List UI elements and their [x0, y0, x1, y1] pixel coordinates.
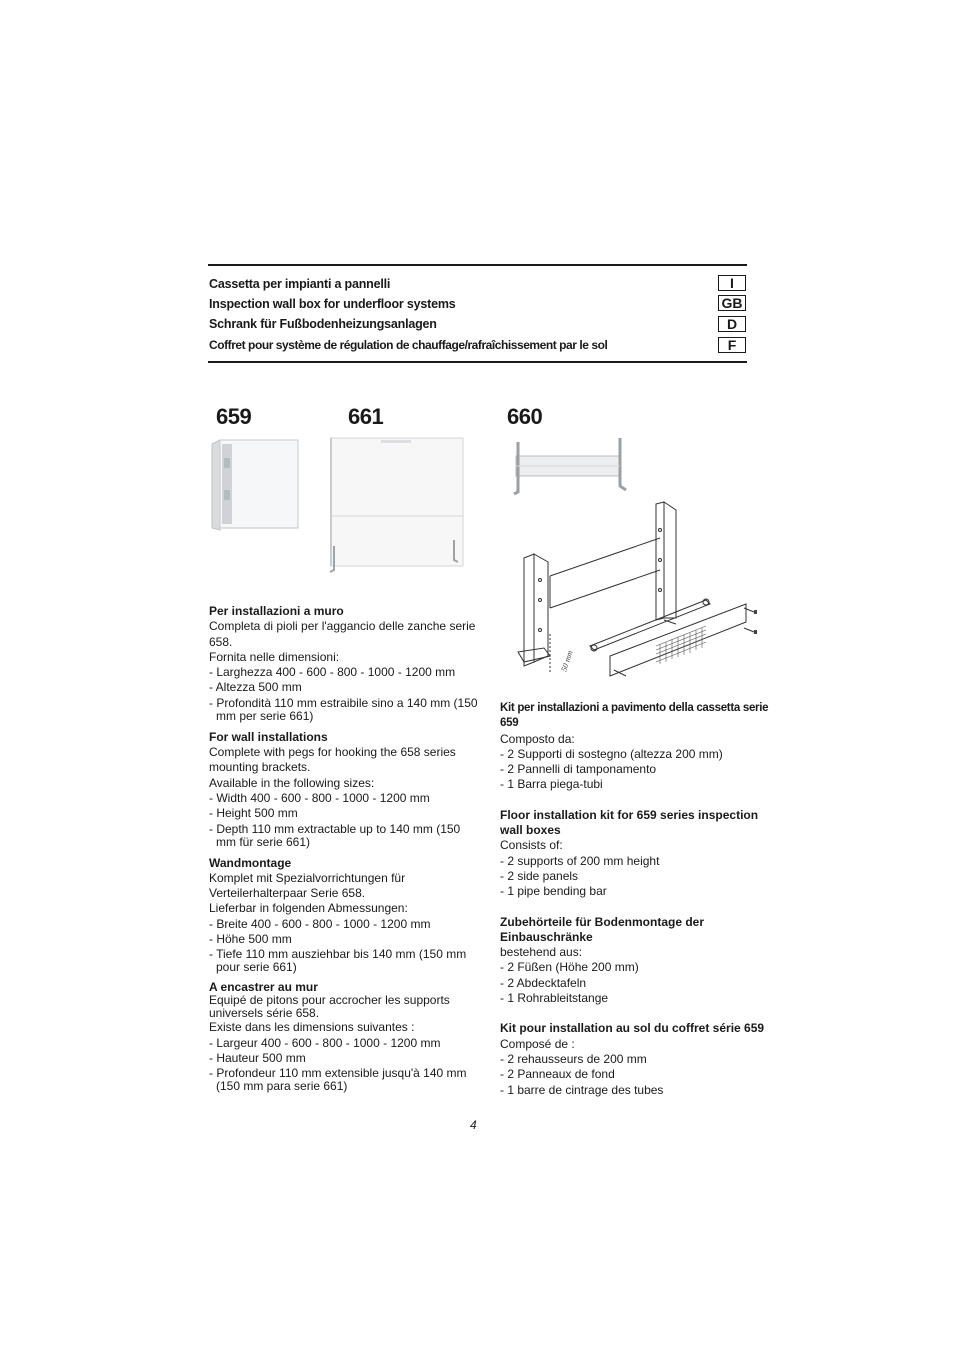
kit-660-image: [510, 436, 634, 498]
heading-it: Per installazioni a muro: [209, 604, 344, 618]
header-bottom-rule: [208, 361, 747, 363]
heading-de: Wandmontage: [209, 855, 292, 870]
sizes-intro-it: Fornita nelle dimensioni:: [209, 649, 340, 664]
section-gb-wall: [209, 730, 479, 849]
right-column: [500, 701, 772, 1113]
section-gb-floor: [500, 808, 772, 900]
section-de-wall: [209, 856, 479, 975]
list-item: - 2 Pannelli di tamponamento: [500, 762, 657, 777]
heading-gb-floor: Floor installation kit for 659 series inspection wall boxes: [500, 807, 759, 838]
list-item: - 1 Barra piega-tubi: [500, 777, 603, 792]
list-item: - Depth 110 mm extractable up to 140 mm (150 mm für serie 661): [209, 821, 461, 849]
title-it: Cassetta per impianti a pannelli: [209, 277, 391, 291]
left-column: [209, 604, 479, 1100]
heading-it-floor: Kit per installazioni a pavimento della cassetta serie 659: [500, 702, 769, 730]
lang-box-gb: GB: [718, 295, 746, 311]
list-item: - 2 Panneaux de fond: [500, 1067, 615, 1082]
section-fr-wall: [209, 981, 479, 1093]
section-it-floor: [500, 701, 772, 793]
sizes-intro-fr: Existe dans les dimensions suivantes :: [209, 1020, 415, 1035]
product-code-660: 660: [507, 404, 543, 429]
list-item: - Tiefe 110 mm ausziehbar bis 140 mm (150 mm pour serie 661): [209, 947, 467, 975]
box-659-image: [210, 438, 302, 534]
intro-de: Komplet mit Spezialvorrichtungen für Verteilerhalterpaar Serie 658.: [209, 870, 406, 901]
section-fr-floor: [500, 1021, 772, 1097]
lang-box-d: D: [718, 316, 746, 332]
intro-it-floor: Composto da:: [500, 731, 575, 746]
list-item: - Profondeur 110 mm extensible jusqu'à 140 mm (150 mm para serie 661): [209, 1066, 467, 1094]
lang-box-f: F: [718, 337, 746, 353]
list-item: - 2 rehausseurs de 200 mm: [500, 1051, 647, 1066]
list-item: - Breite 400 - 600 - 800 - 1000 - 1200 mm: [209, 916, 431, 931]
list-item: - 2 Abdecktafeln: [500, 975, 587, 990]
heading-fr-floor: Kit pour installation au sol du coffret série 659: [500, 1021, 765, 1036]
list-item: - 2 Füßen (Höhe 200 mm): [500, 960, 639, 975]
list-item: - Larghezza 400 - 600 - 800 - 1000 - 1200 mm: [209, 665, 456, 680]
list-item: - Hauteur 500 mm: [209, 1050, 306, 1065]
intro-de-floor: bestehend aus:: [500, 945, 583, 960]
product-code-661: 661: [348, 404, 384, 429]
list-item: - 1 pipe bending bar: [500, 884, 607, 899]
list-item: - Höhe 500 mm: [209, 932, 292, 947]
dimension-50mm-label: 50 mm: [559, 649, 575, 673]
list-item: - 2 side panels: [500, 868, 579, 883]
product-code-659: 659: [216, 404, 252, 429]
list-item: - 2 supports of 200 mm height: [500, 853, 660, 868]
intro-it: Completa di pioli per l'aggancio delle zanche serie 658.: [209, 619, 476, 649]
header-top-rule: [208, 264, 747, 266]
section-de-floor: [500, 915, 772, 1007]
title-gb: Inspection wall box for underfloor systems: [209, 297, 456, 311]
list-item: - 1 barre de cintrage des tubes: [500, 1082, 664, 1097]
list-item: - Altezza 500 mm: [209, 680, 302, 695]
heading-fr: A encastrer au mur: [209, 980, 318, 995]
section-it-wall: [209, 604, 479, 723]
intro-gb: Complete with pegs for hooking the 658 series mounting brackets.: [209, 745, 456, 775]
heading-de-floor: Zubehörteile für Bodenmontage der Einbauschränke: [500, 914, 705, 944]
list-item: - Width 400 - 600 - 800 - 1000 - 1200 mm: [209, 790, 430, 805]
list-item: - 2 Supporti di sostegno (altezza 200 mm): [500, 746, 723, 761]
list-item: - 1 Rohrableitstange: [500, 991, 609, 1006]
box-661-image: [326, 436, 466, 574]
intro-fr-floor: Composé de :: [500, 1036, 575, 1051]
floor-kit-exploded-drawing: [510, 500, 760, 682]
sizes-intro-de: Lieferbar in folgenden Abmessungen:: [209, 901, 408, 916]
list-item: - Largeur 400 - 600 - 800 - 1000 - 1200 mm: [209, 1035, 441, 1050]
list-item: - Profondità 110 mm estraibile sino a 140 mm (150 mm per serie 661): [209, 695, 478, 723]
title-fr: Coffret pour système de régulation de chauffage/rafraîchissement par le sol: [209, 338, 608, 352]
lang-box-i: I: [718, 275, 746, 291]
sizes-intro-gb: Available in the following sizes:: [209, 775, 375, 790]
intro-gb-floor: Consists of:: [500, 838, 563, 853]
list-item: - Height 500 mm: [209, 806, 298, 821]
heading-gb: For wall installations: [209, 729, 328, 744]
title-de: Schrank für Fußbodenheizungsanlagen: [209, 317, 437, 331]
intro-fr: Equipé de pitons pour accrocher les supports universels série 658.: [209, 993, 450, 1021]
page-number: 4: [470, 1118, 477, 1132]
